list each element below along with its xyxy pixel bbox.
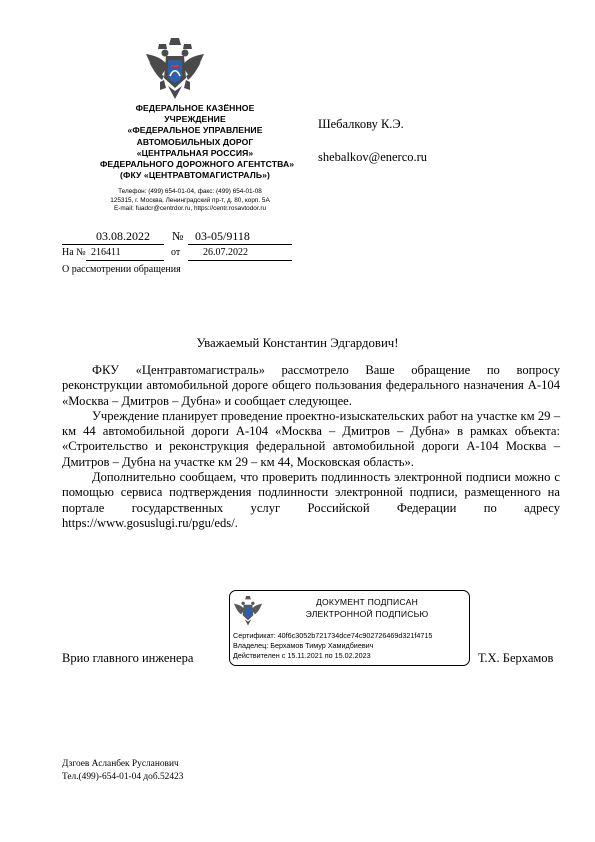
reference-date-underline (188, 260, 292, 261)
stamp-title-line: ДОКУМЕНТ ПОДПИСАН (315, 597, 418, 607)
reference-number: 216411 (91, 247, 121, 258)
registration-date: 03.08.2022 (96, 229, 150, 243)
registration-number-sign: № (172, 229, 184, 243)
greeting: Уважаемый Константин Эдгардович! (196, 336, 399, 350)
signatory-name: Т.Х. Берхамов (478, 651, 554, 665)
date-underline (62, 244, 164, 245)
signatory-position: Врио главного инженера (62, 651, 194, 665)
contact-email-line: E-mail: fuadcr@centrdor.ru, https://centr.rosavtodor.ru (113, 205, 267, 213)
number-underline (188, 244, 292, 245)
stamp-title (270, 597, 464, 620)
organization-name-line: УЧРЕЖДЕНИЕ (164, 114, 226, 125)
registration-number: 03-05/9118 (195, 229, 250, 243)
contact-phone-line: Телефон: (499) 654-01-04, факс: (499) 654-01-08 (118, 188, 262, 195)
recipient-name: Шебалкову К.Э. (318, 117, 404, 131)
organization-name-line: ФЕДЕРАЛЬНОЕ КАЗЁННОЕ (135, 103, 255, 113)
reference-number-underline (86, 260, 164, 261)
body-paragraph: Дополнительно сообщаем, что проверить подлинность электронной подписи можно с помощью сервиса подтверждения подлинности электронной подписи, размещенного на портале государственных услуг Российской Федерации по адресу https://www.gosuslugi.ru/pgu/eds/. (62, 470, 560, 530)
reference-date: 26.07.2022 (203, 247, 248, 258)
stamp-owner: Владелец: Берхамов Тимур Хамидбиевич (233, 641, 374, 650)
body-paragraph: Учреждение планирует проведение проектно-изыскательских работ на участке км 29 – км 44 автомобильной дороги А-104 «Москва – Дмитров – Дубна» в рамках объекта: «Строительство и реконструкция федеральной автомобильной дороги А-104 Москва – Дмитров – Дубна на участке км 29 – км 44, Московская область». (62, 408, 560, 469)
stamp-title-line: ЭЛЕКТРОННОЙ ПОДПИСЬЮ (305, 608, 429, 619)
organization-name-line: АВТОМОБИЛЬНЫХ ДОРОГ (136, 136, 254, 147)
organization-contacts (80, 188, 300, 214)
letter-body (62, 363, 560, 531)
organization-name-line: (ФКУ «ЦЕНТРАВТОМАГИСТРАЛЬ») (120, 170, 270, 181)
organization-name-line: ФЕДЕРАЛЬНОГО ДОРОЖНОГО АГЕНТСТВА» (100, 159, 295, 170)
organization-name-line: «ЦЕНТРАЛЬНАЯ РОССИЯ» (136, 147, 254, 158)
contact-address-line: 125315, г. Москва, Ленинградский пр-т, д. 80, корп. 5А (110, 196, 270, 204)
stamp-emblem-icon (233, 595, 263, 627)
executor-name: Дзгоев Асланбек Русланович (62, 759, 179, 769)
stamp-certificate: Сертификат: 40f6c3052b721734dce74c902726469d321f4715 (233, 631, 433, 640)
double-headed-eagle-emblem-icon (144, 36, 206, 102)
executor-phone: Тел.(499)-654-01-04 доб.52423 (62, 772, 184, 782)
stamp-validity: Действителен с 15.11.2021 по 15.02.2023 (233, 651, 371, 660)
reference-prefix: На № (62, 247, 86, 258)
electronic-signature-stamp (229, 590, 470, 666)
organization-name (100, 103, 295, 181)
letter-subject: О рассмотрении обращения (62, 264, 181, 275)
body-paragraph: ФКУ «Центравтомагистраль» рассмотрело Ваше обращение по вопросу реконструкции автомобильной дороге общего пользования федерального назначения А-104 «Москва – Дмитров – Дубна» и сообщает следующее. (62, 363, 560, 408)
reference-from: от (171, 247, 181, 258)
organization-name-line: «ФЕДЕРАЛЬНОЕ УПРАВЛЕНИЕ (127, 125, 263, 136)
recipient-email: shebalkov@enerco.ru (318, 150, 428, 164)
